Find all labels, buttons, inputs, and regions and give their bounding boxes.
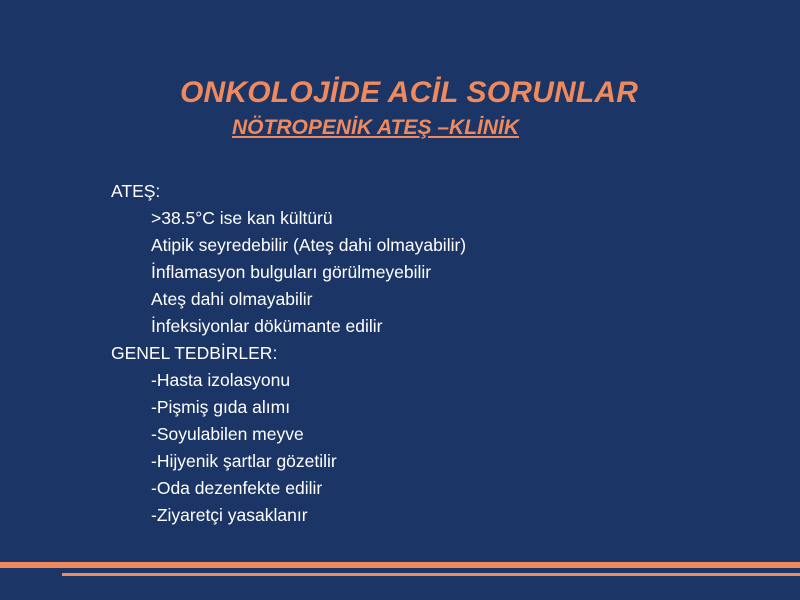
list-item: İnflamasyon bulguları görülmeyebilir [151,262,432,282]
list-item: İnfeksiyonlar dökümante edilir [151,316,383,336]
section-heading: ATEŞ: [111,181,161,201]
section-general-measures [111,340,731,529]
section-heading: GENEL TEDBİRLER: [111,343,278,363]
list-item: Ateş dahi olmayabilir [151,289,313,309]
decorative-bar-top [0,562,800,568]
decorative-bar-bottom [62,573,800,576]
list-item: -Ziyaretçi yasaklanır [151,505,308,525]
slide-subtitle: NÖTROPENİK ATEŞ –KLİNİK [232,116,520,139]
list-item: -Soyulabilen meyve [151,424,304,444]
list-item: Atipik seyredebilir (Ateş dahi olmayabilir) [151,235,467,255]
slide-content [111,178,731,529]
list-item: -Hasta izolasyonu [151,370,291,390]
list-item: >38.5°C ise kan kültürü [151,208,333,228]
list-item: -Pişmiş gıda alımı [151,397,291,417]
list-item: -Hijyenik şartlar gözetilir [151,451,337,471]
section-fever [111,178,731,340]
list-item: -Oda dezenfekte edilir [151,478,323,498]
slide-title: ONKOLOJİDE ACİL SORUNLAR [180,76,639,109]
